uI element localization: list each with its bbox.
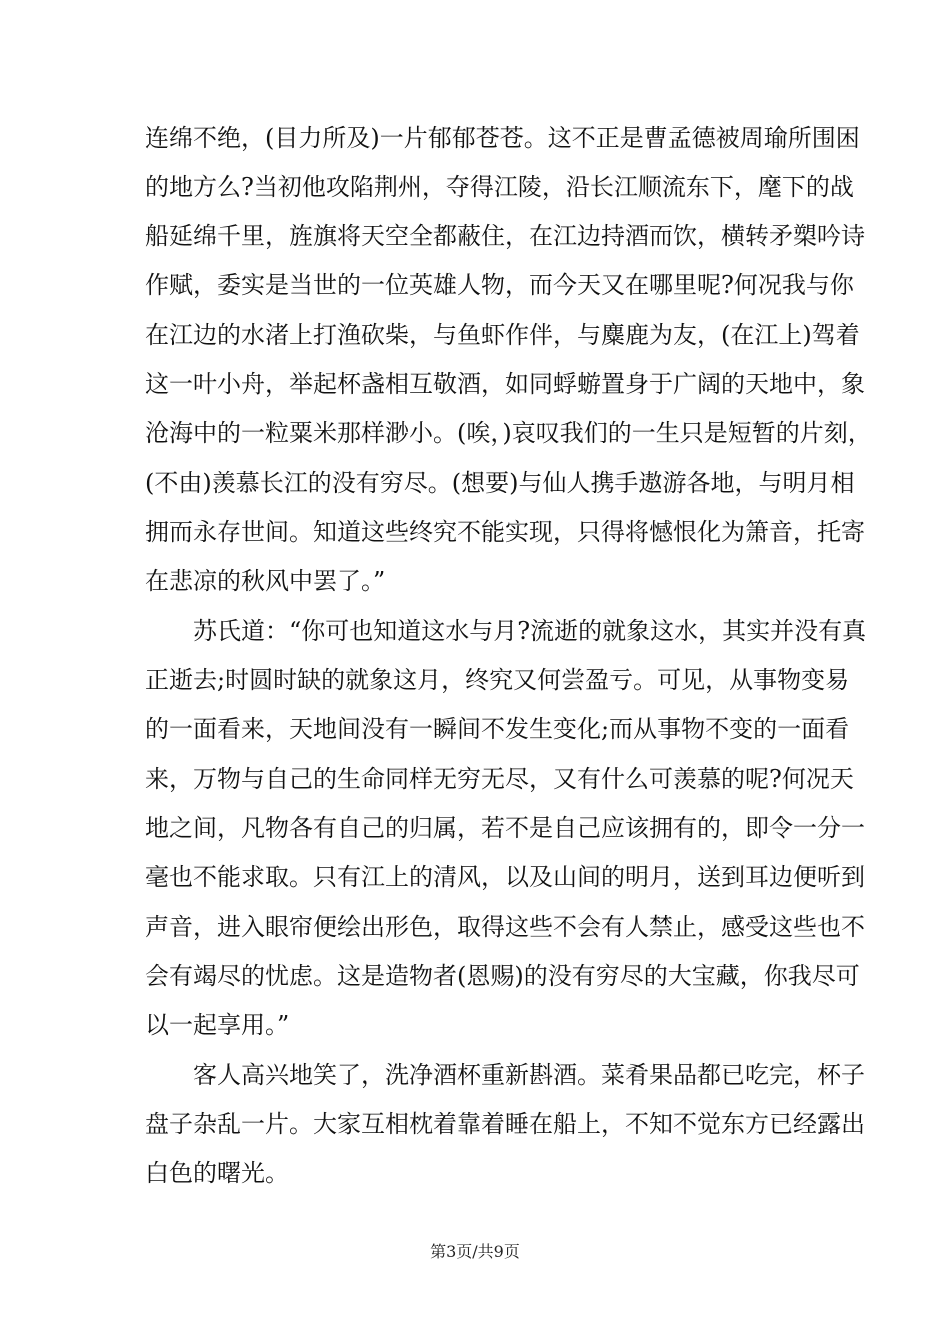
paragraph-3-line-1: 客人高兴地笑了，洗净酒杯重新斟酒。菜肴果品都已吃完，杯子 [193,1061,865,1089]
paragraph-2-line-7: 声音，进入眼帘便绘出形色，取得这些不会有人禁止，感受这些也不 [145,913,865,941]
paragraph-2-line-4: 来，万物与自己的生命同样无穷无尽，又有什么可羡慕的呢?何况天 [145,765,854,793]
paragraph-1-line-2: 的地方么?当初他攻陷荆州，夺得江陵，沿长江顺流东下，麾下的战 [145,173,854,201]
paragraph-1-line-9: 拥而永存世间。知道这些终究不能实现，只得将憾恨化为箫音，托寄 [145,518,865,546]
paragraph-1-line-7: 沧海中的一粒粟米那样渺小。(唉，)哀叹我们的一生只是短暂的片刻， [145,419,872,447]
paragraph-2-line-2: 正逝去;时圆时缺的就象这月，终究又何尝盈亏。可见，从事物变易 [145,666,850,694]
paragraph-1-line-8: (不由)羡慕长江的没有穷尽。(想要)与仙人携手遨游各地，与明月相 [145,469,855,497]
paragraph-1-line-4: 作赋，委实是当世的一位英雄人物，而今天又在哪里呢?何况我与你 [145,271,854,299]
paragraph-1-line-3: 船延绵千里，旌旗将天空全都蔽住，在江边持酒而饮，横转矛槊吟诗 [145,222,865,250]
paragraph-2-line-3: 的一面看来，天地间没有一瞬间不发生变化;而从事物不变的一面看 [145,715,850,743]
paragraph-3-line-3: 白色的曙光。 [145,1159,289,1187]
paragraph-1-line-1: 连绵不绝，(目力所及)一片郁郁苍苍。这不正是曹孟德被周瑜所围困 [145,124,860,152]
paragraph-1-line-5: 在江边的水渚上打渔砍柴，与鱼虾作伴，与麋鹿为友，(在江上)驾着 [145,321,860,349]
paragraph-1-line-10: 在悲凉的秋风中罢了。” [145,567,386,595]
paragraph-2-line-6: 毫也不能求取。只有江上的清风，以及山间的明月，送到耳边便听到 [145,863,865,891]
paragraph-2-line-5: 地之间，凡物各有自己的归属，若不是自己应该拥有的，即令一分一 [145,814,865,842]
paragraph-2-line-8: 会有竭尽的忧虑。这是造物者(恩赐)的没有穷尽的大宝藏，你我尽可 [145,962,860,990]
paragraph-1-line-6: 这一叶小舟，举起杯盏相互敬酒，如同蜉蝣置身于广阔的天地中，象 [145,370,865,398]
paragraph-2-line-1: 苏氏道：“你可也知道这水与月?流逝的就象这水，其实并没有真 [193,617,867,645]
paragraph-3-line-2: 盘子杂乱一片。大家互相枕着靠着睡在船上，不知不觉东方已经露出 [145,1110,865,1138]
paragraph-2-line-9: 以一起享用。” [145,1011,290,1039]
page-number-footer: 第3页/共9页 [430,1242,520,1261]
